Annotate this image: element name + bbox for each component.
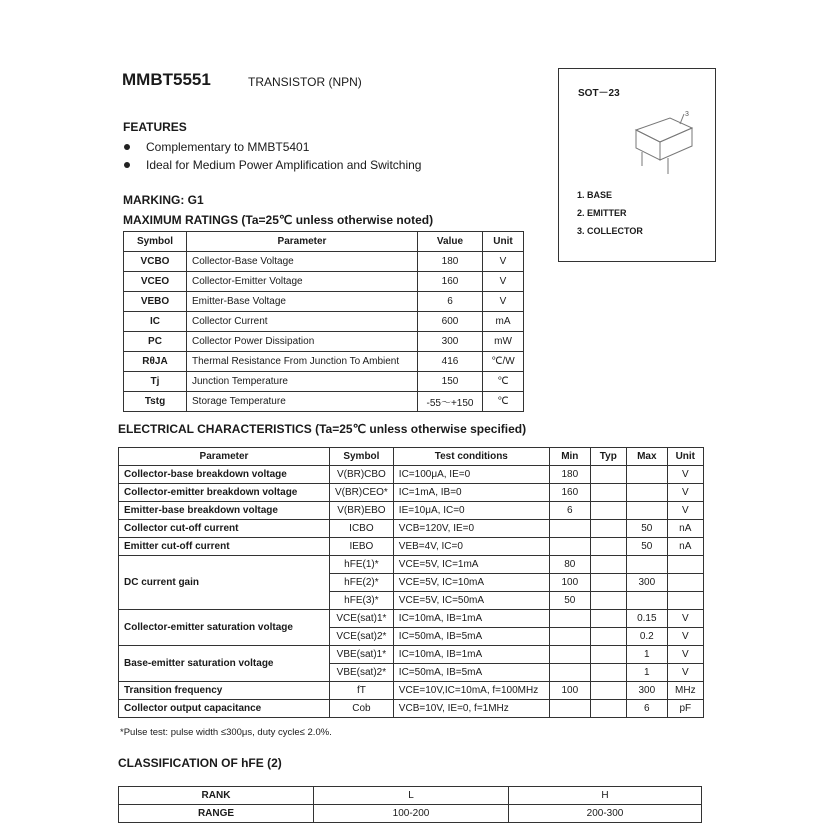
min-cell <box>549 610 590 628</box>
max-cell: 0.15 <box>626 610 667 628</box>
max-cell <box>626 502 667 520</box>
pin-2-emitter: 2. EMITTER <box>577 208 627 218</box>
max-cell: 1 <box>626 646 667 664</box>
table-row <box>124 372 524 392</box>
parameter-cell: Transition frequency <box>119 682 330 700</box>
table-row <box>119 520 704 538</box>
unit-cell: pF <box>667 700 703 718</box>
typ-cell <box>590 520 626 538</box>
parameter-cell: Collector cut-off current <box>119 520 330 538</box>
symbol-cell: VCE(sat)2* <box>330 628 394 646</box>
typ-cell <box>590 538 626 556</box>
symbol-cell: Tstg <box>124 392 187 412</box>
table-row <box>124 332 524 352</box>
min-cell: 100 <box>549 574 590 592</box>
range-row: RANGE 100-200 200-300 <box>119 805 702 823</box>
condition-cell: IC=50mA, IB=5mA <box>393 628 549 646</box>
sot23-package-icon <box>630 108 700 184</box>
unit-cell: mA <box>483 312 524 332</box>
condition-cell: IC=100μA, IE=0 <box>393 466 549 484</box>
symbol-cell: hFE(2)* <box>330 574 394 592</box>
pulse-test-note: *Pulse test: pulse width ≤300μs, duty cycle≤ 2.0%. <box>120 727 332 738</box>
unit-cell: ℃/W <box>483 352 524 372</box>
unit-cell: ℃ <box>483 392 524 412</box>
max-cell: 50 <box>626 538 667 556</box>
unit-cell: nA <box>667 520 703 538</box>
max-cell <box>626 556 667 574</box>
min-cell <box>549 628 590 646</box>
symbol-cell: VCEO <box>124 272 187 292</box>
symbol-cell: V(BR)CEO* <box>330 484 394 502</box>
min-cell <box>549 538 590 556</box>
classification-table <box>118 786 702 823</box>
typ-cell <box>590 484 626 502</box>
max-ratings-table <box>123 231 524 412</box>
table-row <box>119 466 704 484</box>
table-row <box>119 682 704 700</box>
min-cell: 80 <box>549 556 590 574</box>
unit-cell: mW <box>483 332 524 352</box>
symbol-cell: VEBO <box>124 292 187 312</box>
parameter-cell: DC current gain <box>119 556 330 610</box>
condition-cell: IE=10μA, IC=0 <box>393 502 549 520</box>
unit-cell: nA <box>667 538 703 556</box>
symbol-cell: V(BR)EBO <box>330 502 394 520</box>
symbol-cell: IEBO <box>330 538 394 556</box>
bullet-icon <box>124 162 130 168</box>
typ-cell <box>590 502 626 520</box>
symbol-cell: hFE(3)* <box>330 592 394 610</box>
unit-cell: V <box>667 502 703 520</box>
unit-cell <box>667 556 703 574</box>
condition-cell: VCE=5V, IC=1mA <box>393 556 549 574</box>
min-cell: 180 <box>549 466 590 484</box>
value-cell: 600 <box>418 312 483 332</box>
unit-cell: V <box>667 646 703 664</box>
min-cell: 6 <box>549 502 590 520</box>
condition-cell: VCB=120V, IE=0 <box>393 520 549 538</box>
parameter-cell: Collector-Emitter Voltage <box>187 272 418 292</box>
condition-cell: VCE=5V, IC=10mA <box>393 574 549 592</box>
parameter-cell: Emitter-base breakdown voltage <box>119 502 330 520</box>
part-number: MMBT5551 <box>122 70 211 89</box>
max-cell: 50 <box>626 520 667 538</box>
rank-row: RANK L H <box>119 787 702 805</box>
feature-item: Ideal for Medium Power Amplification and Switching <box>123 156 421 174</box>
feature-item: Complementary to MMBT5401 <box>123 138 421 156</box>
parameter-cell: Storage Temperature <box>187 392 418 412</box>
value-cell: 160 <box>418 272 483 292</box>
symbol-cell: ICBO <box>330 520 394 538</box>
symbol-cell: VCE(sat)1* <box>330 610 394 628</box>
typ-cell <box>590 466 626 484</box>
parameter-cell: Junction Temperature <box>187 372 418 392</box>
symbol-cell: RθJA <box>124 352 187 372</box>
value-cell: 6 <box>418 292 483 312</box>
package-title: SOT－23 <box>578 88 620 99</box>
value-cell: 300 <box>418 332 483 352</box>
parameter-cell: Collector-Base Voltage <box>187 252 418 272</box>
pin-1-base: 1. BASE <box>577 190 613 200</box>
value-cell: 150 <box>418 372 483 392</box>
parameter-cell: Emitter-Base Voltage <box>187 292 418 312</box>
unit-cell <box>667 592 703 610</box>
parameter-cell: Collector-emitter breakdown voltage <box>119 484 330 502</box>
table-row <box>119 538 704 556</box>
max-cell <box>626 484 667 502</box>
pin-3-label: 3 <box>685 111 689 118</box>
symbol-cell: Cob <box>330 700 394 718</box>
typ-cell <box>590 574 626 592</box>
unit-cell: V <box>483 292 524 312</box>
condition-cell: VCE=5V, IC=50mA <box>393 592 549 610</box>
condition-cell: IC=50mA, IB=5mA <box>393 664 549 682</box>
table-row <box>124 392 524 412</box>
unit-cell: MHz <box>667 682 703 700</box>
max-ratings-heading: MAXIMUM RATINGS (Ta=25℃ unless otherwise noted) <box>123 213 434 227</box>
min-cell: 100 <box>549 682 590 700</box>
min-cell <box>549 646 590 664</box>
unit-cell: V <box>483 252 524 272</box>
unit-cell: ℃ <box>483 372 524 392</box>
unit-cell: V <box>667 664 703 682</box>
parameter-cell: Collector Power Dissipation <box>187 332 418 352</box>
value-cell: 180 <box>418 252 483 272</box>
typ-cell <box>590 556 626 574</box>
parameter-cell: Base-emitter saturation voltage <box>119 646 330 682</box>
table-header-row: Parameter Symbol Test conditions Min Typ Max Unit <box>119 448 704 466</box>
min-cell <box>549 700 590 718</box>
bullet-icon <box>124 144 130 150</box>
parameter-cell: Thermal Resistance From Junction To Ambient <box>187 352 418 372</box>
table-row <box>119 610 704 628</box>
electrical-heading: ELECTRICAL CHARACTERISTICS (Ta=25℃ unless otherwise specified) <box>118 422 527 436</box>
parameter-cell: Collector output capacitance <box>119 700 330 718</box>
typ-cell <box>590 628 626 646</box>
max-cell: 0.2 <box>626 628 667 646</box>
marking-code: MARKING: G1 <box>123 193 204 207</box>
unit-cell: V <box>667 628 703 646</box>
unit-cell: V <box>667 484 703 502</box>
typ-cell <box>590 700 626 718</box>
symbol-cell: PC <box>124 332 187 352</box>
parameter-cell: Emitter cut-off current <box>119 538 330 556</box>
symbol-cell: VCBO <box>124 252 187 272</box>
device-type: TRANSISTOR (NPN) <box>248 75 362 89</box>
condition-cell: IC=10mA, IB=1mA <box>393 610 549 628</box>
unit-cell <box>667 574 703 592</box>
max-cell: 6 <box>626 700 667 718</box>
symbol-cell: fT <box>330 682 394 700</box>
typ-cell <box>590 592 626 610</box>
unit-cell: V <box>483 272 524 292</box>
unit-cell: V <box>667 610 703 628</box>
table-row <box>124 352 524 372</box>
electrical-table <box>118 447 704 718</box>
parameter-cell: Collector-emitter saturation voltage <box>119 610 330 646</box>
symbol-cell: IC <box>124 312 187 332</box>
condition-cell: IC=1mA, IB=0 <box>393 484 549 502</box>
typ-cell <box>590 664 626 682</box>
table-row <box>119 700 704 718</box>
condition-cell: IC=10mA, IB=1mA <box>393 646 549 664</box>
max-cell <box>626 592 667 610</box>
typ-cell <box>590 646 626 664</box>
table-row <box>119 646 704 664</box>
min-cell: 50 <box>549 592 590 610</box>
condition-cell: VEB=4V, IC=0 <box>393 538 549 556</box>
min-cell <box>549 664 590 682</box>
max-cell <box>626 466 667 484</box>
value-cell: -55～+150 <box>418 392 483 412</box>
max-cell: 300 <box>626 574 667 592</box>
min-cell: 160 <box>549 484 590 502</box>
symbol-cell: VBE(sat)2* <box>330 664 394 682</box>
table-row <box>124 292 524 312</box>
condition-cell: VCE=10V,IC=10mA, f=100MHz <box>393 682 549 700</box>
table-row <box>124 252 524 272</box>
table-row <box>124 272 524 292</box>
features-list <box>123 138 421 174</box>
unit-cell: V <box>667 466 703 484</box>
typ-cell <box>590 610 626 628</box>
symbol-cell: V(BR)CBO <box>330 466 394 484</box>
table-row <box>119 484 704 502</box>
classification-heading: CLASSIFICATION OF hFE (2) <box>118 756 282 770</box>
condition-cell: VCB=10V, IE=0, f=1MHz <box>393 700 549 718</box>
value-cell: 416 <box>418 352 483 372</box>
pin-3-collector: 3. COLLECTOR <box>577 226 643 236</box>
table-row <box>119 556 704 574</box>
symbol-cell: Tj <box>124 372 187 392</box>
features-heading: FEATURES <box>123 120 187 134</box>
max-cell: 1 <box>626 664 667 682</box>
parameter-cell: Collector-base breakdown voltage <box>119 466 330 484</box>
table-header-row: Symbol Parameter Value Unit <box>124 232 524 252</box>
min-cell <box>549 520 590 538</box>
symbol-cell: hFE(1)* <box>330 556 394 574</box>
max-cell: 300 <box>626 682 667 700</box>
table-row <box>119 502 704 520</box>
symbol-cell: VBE(sat)1* <box>330 646 394 664</box>
typ-cell <box>590 682 626 700</box>
table-row <box>124 312 524 332</box>
parameter-cell: Collector Current <box>187 312 418 332</box>
